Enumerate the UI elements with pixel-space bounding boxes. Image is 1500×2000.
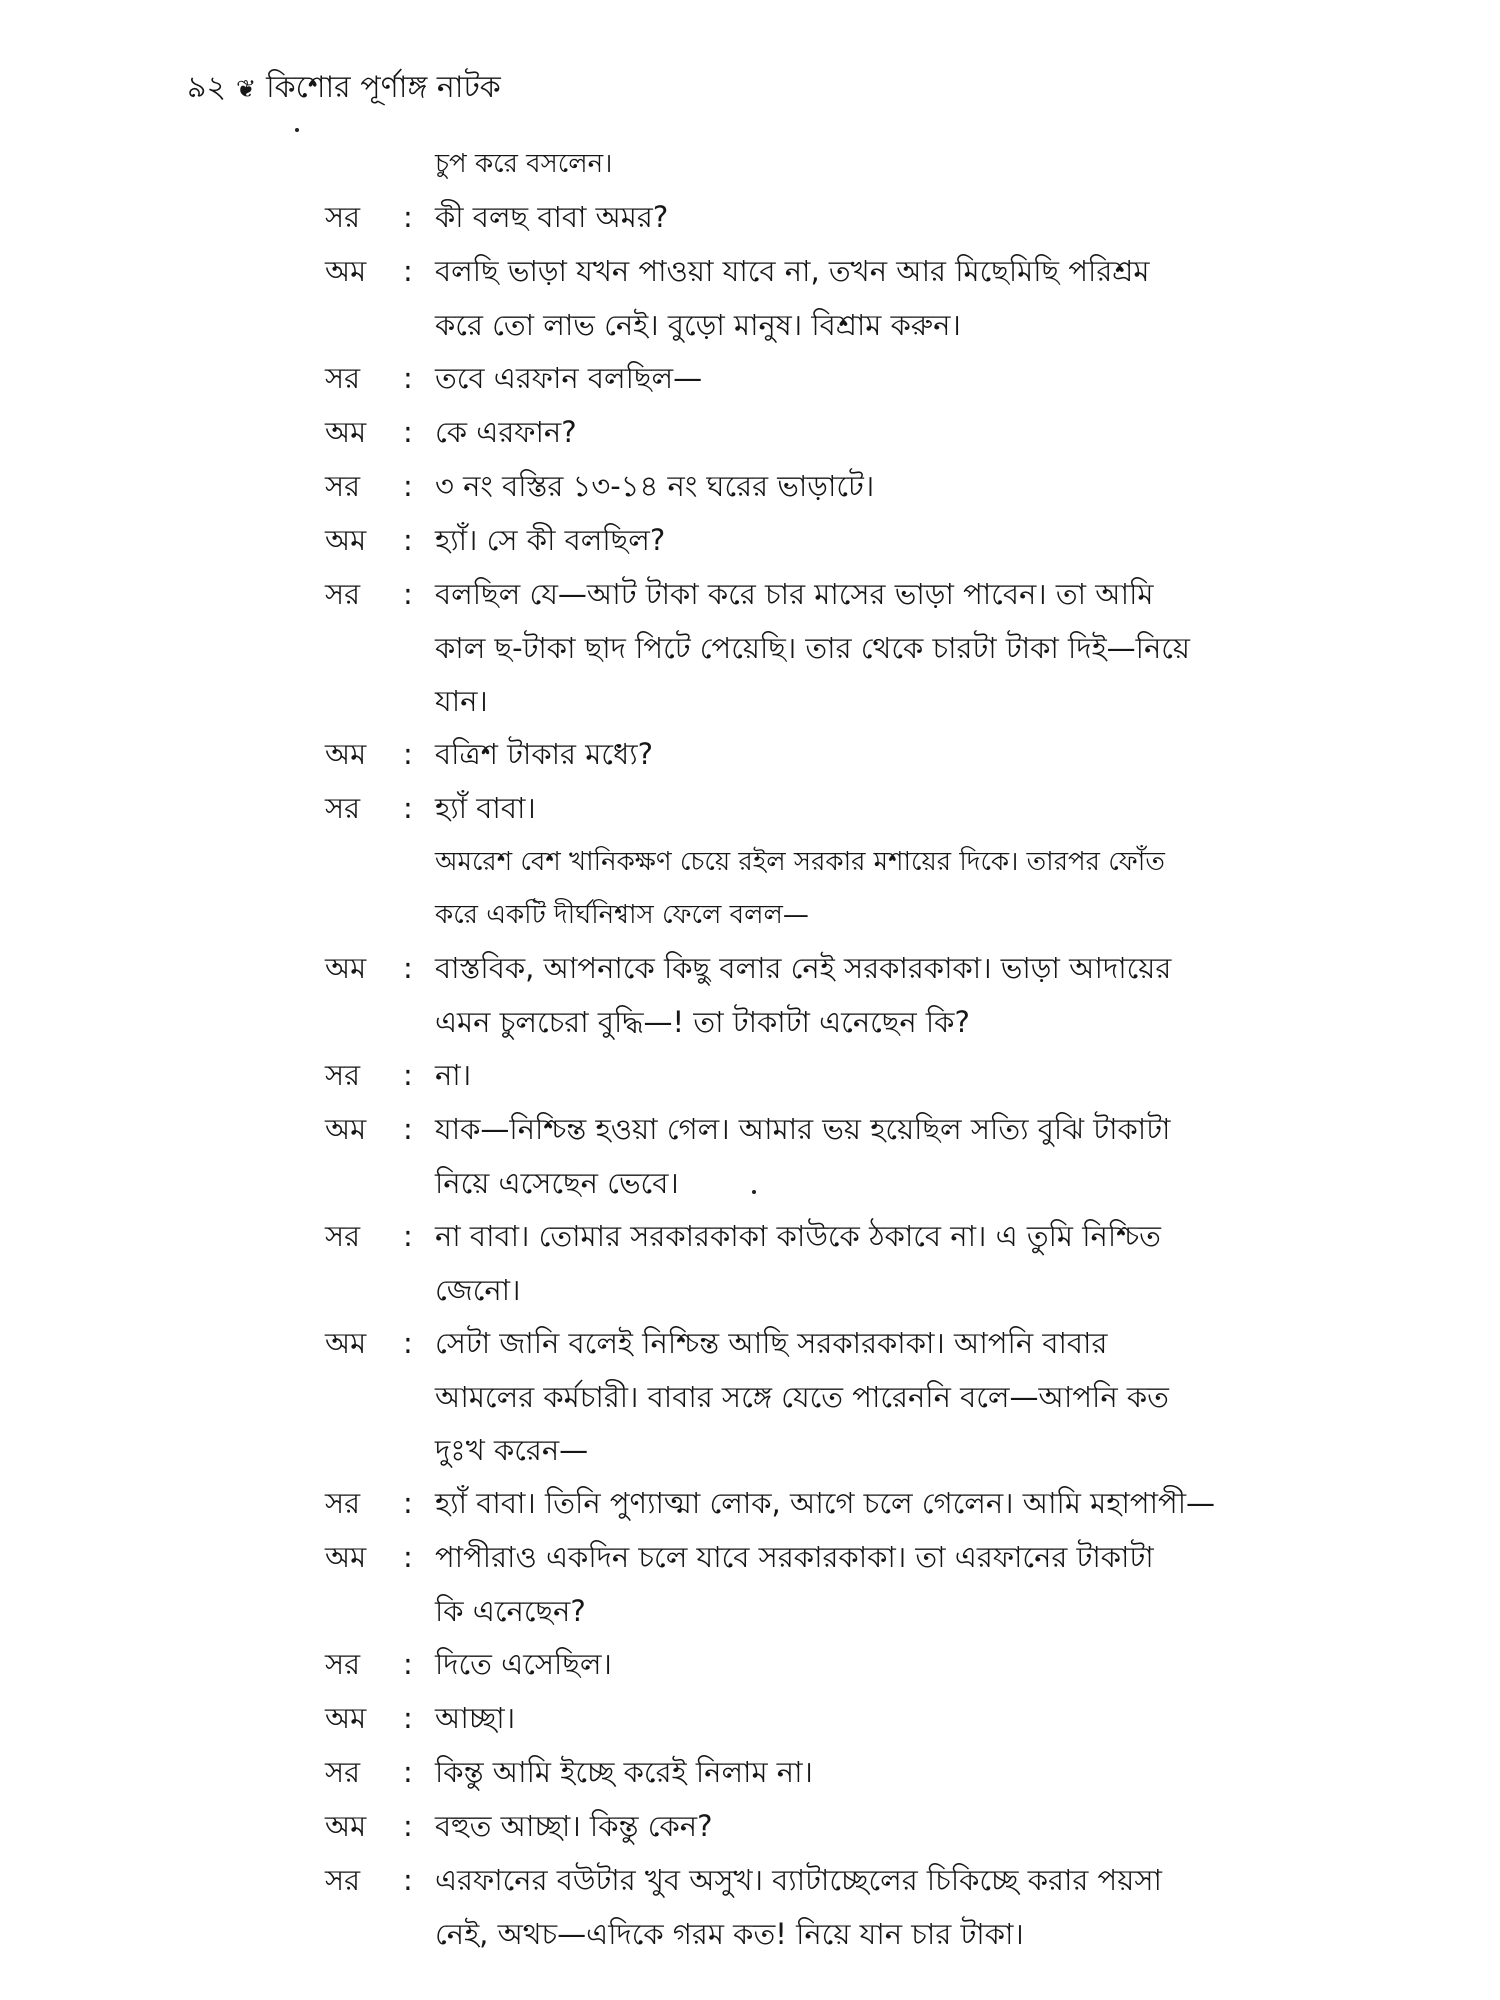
speaker-tag: সর — [325, 577, 361, 611]
speaker-tag: অম — [325, 1540, 367, 1574]
dialogue-line — [325, 1638, 1325, 1692]
dialogue-line — [325, 1477, 1325, 1531]
speaker-colon: : — [403, 1326, 413, 1360]
book-title: কিশোর পূর্ণাঙ্গ নাটক — [266, 70, 501, 105]
dialogue-text: সেটা জানি বলেই নিশ্চিন্ত আছি সরকারকাকা। আপনি বাবার — [435, 1326, 1108, 1360]
speaker-colon: : — [403, 1701, 413, 1735]
dialogue-text: তবে এরফান বলছিল— — [435, 361, 703, 395]
speaker-colon: : — [403, 1112, 413, 1146]
speaker-tag: সর — [325, 1647, 361, 1681]
speaker-colon: : — [403, 415, 413, 449]
dialogue-line — [325, 1692, 1325, 1746]
speaker-colon: : — [403, 577, 413, 611]
dialogue-line — [325, 1800, 1325, 1854]
dialogue-text: আচ্ছা। — [435, 1701, 516, 1735]
speaker-colon: : — [403, 737, 413, 771]
dialogue-text: দিতে এসেছিল। — [435, 1647, 612, 1681]
dialogue-line — [325, 245, 1325, 299]
speaker-tag: অম — [325, 1112, 367, 1146]
dialogue-text: ৩ নং বস্তির ১৩-১৪ নং ঘরের ভাড়াটে। — [435, 469, 875, 503]
scan-speck — [295, 128, 299, 132]
dialogue-line — [325, 514, 1325, 568]
dialogue-line — [325, 352, 1325, 406]
dialogue-continuation: এমন চুলচেরা বুদ্ধি—! তা টাকাটা এনেছেন কি? — [435, 1005, 970, 1039]
speaker-colon: : — [403, 1863, 413, 1897]
speaker-colon: : — [403, 200, 413, 234]
dialogue-continuation: কি এনেছেন? — [435, 1594, 586, 1628]
dialogue-text: বাস্তবিক, আপনাকে কিছু বলার নেই সরকারকাকা। ভাড়া আদায়ের — [435, 951, 1172, 985]
dialogue-line — [325, 728, 1325, 782]
dialogue-text: পাপীরাও একদিন চলে যাবে সরকারকাকা। তা এরফানের টাকাটা — [435, 1540, 1154, 1574]
ornament-icon: ❦ — [235, 75, 257, 103]
dialogue-text: বহুত আচ্ছা। কিন্তু কেন? — [435, 1809, 713, 1843]
speaker-colon: : — [403, 469, 413, 503]
speaker-tag: অম — [325, 254, 367, 288]
dialogue-line — [325, 1049, 1325, 1103]
speaker-tag: অম — [325, 737, 367, 771]
speaker-colon: : — [403, 1058, 413, 1092]
speaker-tag: অম — [325, 951, 367, 985]
speaker-colon: : — [403, 1647, 413, 1681]
stage-direction: চুপ করে বসলেন। — [435, 149, 613, 179]
speaker-tag: অম — [325, 415, 367, 449]
speaker-colon: : — [403, 523, 413, 557]
dialogue-line — [325, 1103, 1325, 1157]
dialogue-line — [325, 1531, 1325, 1585]
dialogue-text: কী বলছ বাবা অমর? — [435, 200, 669, 234]
dialogue-text: এরফানের বউটার খুব অসুখ। ব্যাটাচ্ছেলের চিকিচ্ছে করার পয়সা — [435, 1863, 1162, 1897]
dialogue-text: না। — [435, 1058, 472, 1092]
dialogue-text: হ্যাঁ বাবা। তিনি পুণ্যাত্মা লোক, আগে চলে গেলেন। আমি মহাপাপী— — [435, 1486, 1216, 1520]
speaker-colon: : — [403, 1219, 413, 1253]
speaker-colon: : — [403, 1755, 413, 1789]
speaker-tag: সর — [325, 200, 361, 234]
stage-direction: করে একটি দীর্ঘনিশ্বাস ফেলে বলল— — [435, 900, 809, 930]
speaker-colon: : — [403, 791, 413, 825]
dialogue-text: কে এরফান? — [435, 415, 577, 449]
dialogue-continuation: জেনো। — [435, 1273, 521, 1307]
speaker-tag: সর — [325, 469, 361, 503]
dialogue-text: বলছি ভাড়া যখন পাওয়া যাবে না, তখন আর মিছেমিছি পরিশ্রম — [435, 254, 1150, 288]
dialogue-line — [325, 782, 1325, 836]
dialogue-continuation: কাল ছ-টাকা ছাদ পিটে পেয়েছি। তার থেকে চারটা টাকা দিই—নিয়ে — [435, 631, 1190, 665]
dialogue-line — [325, 1854, 1325, 1908]
speaker-colon: : — [403, 951, 413, 985]
page-number: ৯২ — [187, 70, 226, 105]
dialogue-text: বত্রিশ টাকার মধ্যে? — [435, 737, 654, 771]
dialogue-text: না বাবা। তোমার সরকারকাকা কাউকে ঠকাবে না। এ তুমি নিশ্চিত — [435, 1219, 1161, 1253]
dialogue-continuation: নেই, অথচ—এদিকে গরম কত! নিয়ে যান চার টাকা। — [435, 1917, 1024, 1951]
speaker-tag: সর — [325, 1863, 361, 1897]
speaker-tag: সর — [325, 1219, 361, 1253]
speaker-tag: অম — [325, 1809, 367, 1843]
dialogue-continuation: দুঃখ করেন— — [435, 1433, 589, 1467]
dialogue-line — [325, 1317, 1325, 1371]
dialogue-text: কিন্তু আমি ইচ্ছে করেই নিলাম না। — [435, 1755, 813, 1789]
dialogue-text: হ্যাঁ। সে কী বলছিল? — [435, 523, 666, 557]
stage-direction: অমরেশ বেশ খানিকক্ষণ চেয়ে রইল সরকার মশায়ের দিকে। তারপর ফোঁত — [435, 847, 1165, 877]
speaker-tag: অম — [325, 1326, 367, 1360]
speaker-colon: : — [403, 1540, 413, 1574]
dialogue-continuation: করে তো লাভ নেই। বুড়ো মানুষ। বিশ্রাম করুন। — [435, 308, 961, 342]
dialogue-continuation: নিয়ে এসেছেন ভেবে। — [435, 1166, 679, 1200]
dialogue-line — [325, 942, 1325, 996]
dialogue-continuation: আমলের কর্মচারী। বাবার সঙ্গে যেতে পারেননি বলে—আপনি কত — [435, 1380, 1169, 1414]
speaker-tag: সর — [325, 1058, 361, 1092]
speaker-tag: অম — [325, 523, 367, 557]
dialogue-line — [325, 460, 1325, 514]
speaker-colon: : — [403, 1486, 413, 1520]
dialogue-line — [325, 1746, 1325, 1800]
speaker-colon: : — [403, 1809, 413, 1843]
dialogue-line — [325, 406, 1325, 460]
dialogue-text: যাক—নিশ্চিন্ত হওয়া গেল। আমার ভয় হয়েছিল সত্যি বুঝি টাকাটা — [435, 1112, 1171, 1146]
speaker-tag: সর — [325, 1755, 361, 1789]
dialogue-text: বলছিল যে—আট টাকা করে চার মাসের ভাড়া পাবেন। তা আমি — [435, 577, 1154, 611]
speaker-tag: সর — [325, 791, 361, 825]
running-header — [187, 68, 501, 109]
speaker-colon: : — [403, 254, 413, 288]
speaker-colon: : — [403, 361, 413, 395]
dialogue-continuation: যান। — [435, 684, 488, 718]
dialogue-text: হ্যাঁ বাবা। — [435, 791, 536, 825]
dialogue-line — [325, 568, 1325, 622]
dialogue-line — [325, 191, 1325, 245]
speaker-tag: অম — [325, 1701, 367, 1735]
dialogue-line — [325, 1210, 1325, 1264]
speaker-tag: সর — [325, 361, 361, 395]
speaker-tag: সর — [325, 1486, 361, 1520]
play-text — [325, 138, 1325, 1961]
